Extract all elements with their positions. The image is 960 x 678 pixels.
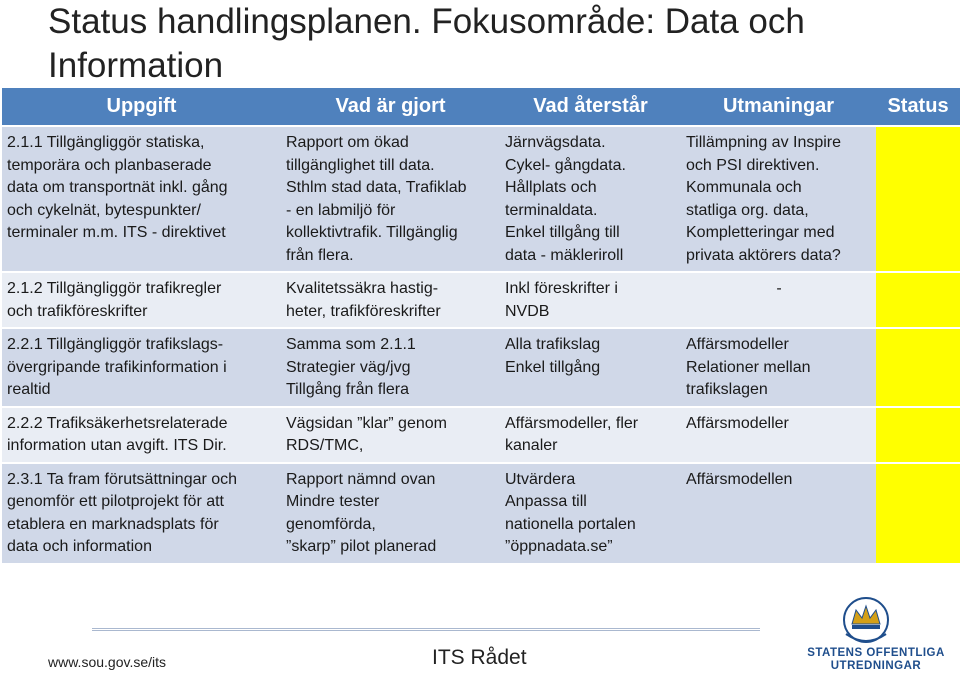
challenges-text: Affärsmodeller	[686, 414, 789, 432]
task-cell	[2, 126, 281, 272]
done-cell	[281, 272, 500, 328]
remaining-cell	[500, 272, 681, 328]
challenges-cell	[681, 407, 876, 463]
remaining-text: Alla trafikslag Enkel tillgång	[505, 336, 601, 376]
remaining-text: Inkl föreskrifter i NVDB	[505, 280, 618, 320]
status-indicator	[876, 272, 960, 328]
remaining-cell	[500, 463, 681, 564]
challenges-cell	[681, 463, 876, 564]
remaining-text: Utvärdera Anpassa till nationella portalen ”öppnadata.se”	[505, 470, 636, 555]
challenges-text: Tillämpning av Inspire och PSI direktiven. Kommunala och statliga org. data, Kompletteringar med privata aktörers data?	[686, 134, 842, 264]
done-cell	[281, 407, 500, 463]
header-status: Status	[876, 88, 960, 126]
remaining-text: Affärsmodeller, fler kanaler	[505, 414, 639, 454]
footer-organization: ITS Rådet	[432, 646, 527, 669]
task-cell	[2, 272, 281, 328]
remaining-cell	[500, 407, 681, 463]
task-cell	[2, 463, 281, 564]
table-row	[2, 272, 960, 328]
done-text: Kvalitetssäkra hastig- heter, trafikföreskrifter	[286, 280, 441, 320]
task-text: 2.1.1 Tillgängliggör statiska, temporära och planbaserade data om transportnät inkl. gång och cykelnät, bytespunkter/ terminaler m.m. ITS - direktivet	[7, 134, 228, 241]
header-task: Uppgift	[2, 88, 281, 126]
crown-emblem-icon	[844, 598, 888, 642]
remaining-cell	[500, 328, 681, 407]
done-text: Vägsidan ”klar” genom RDS/TMC,	[286, 414, 447, 454]
challenges-text: Affärsmodellen	[686, 470, 793, 488]
table-row	[2, 463, 960, 564]
done-cell	[281, 328, 500, 407]
table-row	[2, 126, 960, 272]
task-cell	[2, 407, 281, 463]
challenges-cell	[681, 272, 876, 328]
challenges-text: Affärsmodeller Relationer mellan trafikslagen	[686, 336, 811, 398]
table-row	[2, 328, 960, 407]
remaining-cell	[500, 126, 681, 272]
logo-text-line1: STATENS OFFENTLIGA	[807, 647, 945, 659]
status-indicator	[876, 126, 960, 272]
header-remaining: Vad återstår	[500, 88, 681, 126]
table-row	[2, 407, 960, 463]
challenges-cell	[681, 126, 876, 272]
challenges-text: -	[776, 280, 782, 297]
task-text: 2.1.2 Tillgängliggör trafikregler och trafikföreskrifter	[7, 280, 222, 320]
task-cell	[2, 328, 281, 407]
done-text: Samma som 2.1.1 Strategier väg/jvg Tillgång från flera	[286, 336, 416, 398]
status-indicator	[876, 407, 960, 463]
action-plan-table	[2, 88, 960, 565]
footer-rule	[92, 628, 760, 631]
header-challenges: Utmaningar	[681, 88, 876, 126]
done-text: Rapport nämnd ovan Mindre tester genomförda, ”skarp” pilot planerad	[286, 470, 437, 555]
table-header-row	[2, 88, 960, 126]
slide-title: Status handlingsplanen. Fokusområde: Data och Information	[48, 2, 805, 85]
status-indicator	[876, 328, 960, 407]
done-cell	[281, 126, 500, 272]
task-text: 2.3.1 Ta fram förutsättningar och genomför ett pilotprojekt för att etablera en marknadsplats för data och information	[7, 470, 238, 555]
task-text: 2.2.2 Trafiksäkerhetsrelaterade information utan avgift. ITS Dir.	[7, 414, 228, 454]
header-done: Vad är gjort	[281, 88, 500, 126]
done-cell	[281, 463, 500, 564]
footer-url: www.sou.gov.se/its	[48, 654, 167, 670]
status-indicator	[876, 463, 960, 564]
done-text: Rapport om ökad tillgänglighet till data. Sthlm stad data, Trafiklab - en labmiljö för kollektivtrafik. Tillgänglig från flera.	[286, 134, 467, 264]
logo-text-line2: UTREDNINGAR	[830, 660, 922, 672]
remaining-text: Järnvägsdata. Cykel- gångdata. Hållplats och terminaldata. Enkel tillgång till data - mäkleriroll	[505, 134, 626, 264]
challenges-cell	[681, 328, 876, 407]
task-text: 2.2.1 Tillgängliggör trafikslags- övergripande trafikinformation i realtid	[7, 336, 227, 398]
